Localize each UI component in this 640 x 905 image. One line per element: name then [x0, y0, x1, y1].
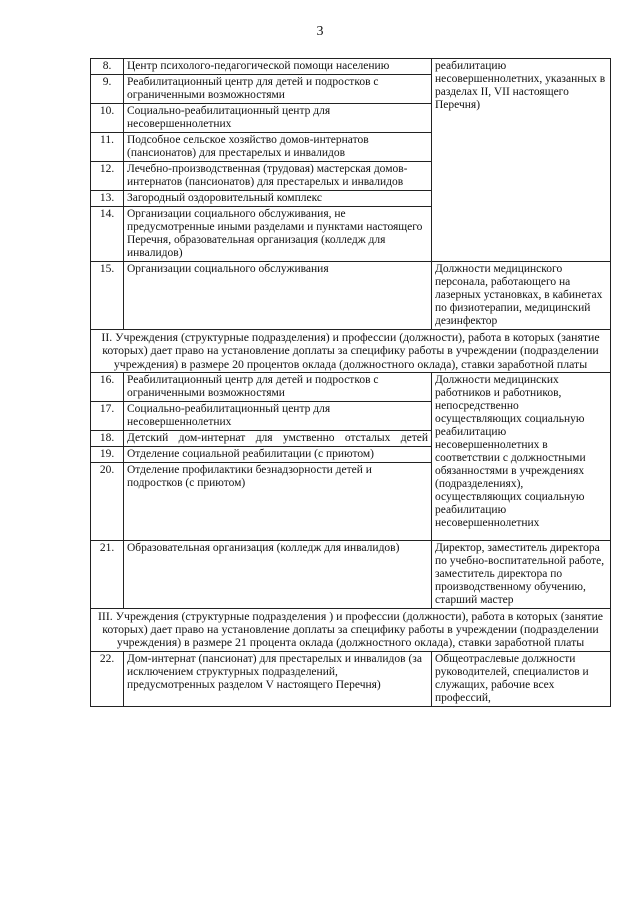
table-row	[91, 651, 611, 706]
positions-cell: реабилитацию несовершеннолетних, указанных в разделах II, VII настоящего Перечня)	[432, 59, 611, 262]
institution-name: Подсобное сельское хозяйство домов-интернатов (пансионатов) для престарелых и инвалидов	[124, 133, 432, 162]
institution-name: Социально-реабилитационный центр для несовершеннолетних	[124, 401, 432, 430]
positions-cell: Директор, заместитель директора по учебно-воспитательной работе, заместитель директора по производственному обучению, старший мастер	[432, 540, 611, 608]
row-number: 16.	[91, 372, 124, 401]
row-number: 14.	[91, 207, 124, 262]
row-number: 17.	[91, 401, 124, 430]
row-number: 8.	[91, 59, 124, 75]
institution-name: Детский дом-интернат для умственно отсталых детей	[124, 430, 432, 446]
institution-name: Реабилитационный центр для детей и подростков с ограниченными возможностями	[124, 372, 432, 401]
row-number: 10.	[91, 104, 124, 133]
positions-cell: Должности медицинских работников и работников, непосредственно осуществляющих социальную реабилитацию несовершеннолетних в соответствии с должностными обязанностями в учреждениях (подразделениях), осуществляющих социальную реабилитацию несовершеннолетних	[432, 372, 611, 540]
institution-name: Организации социального обслуживания, не предусмотренные иными разделами и пунктами настоящего Перечня, образовательная организация (колледж для инвалидов)	[124, 207, 432, 262]
positions-cell: Общеотраслевые должности руководителей, специалистов и служащих, рабочие всех профессий,	[432, 651, 611, 706]
row-number: 21.	[91, 540, 124, 608]
row-number: 13.	[91, 191, 124, 207]
row-number: 11.	[91, 133, 124, 162]
row-number: 9.	[91, 75, 124, 104]
institution-name: Дом-интернат (пансионат) для престарелых и инвалидов (за исключением структурных подразделений, предусмотренных разделом V настоящего Перечня)	[124, 651, 432, 706]
row-number: 12.	[91, 162, 124, 191]
institution-name: Лечебно-производственная (трудовая) мастерская домов-интернатов (пансионатов) для престарелых и инвалидов	[124, 162, 432, 191]
institution-name: Отделение социальной реабилитации (с приютом)	[124, 446, 432, 462]
table-row	[91, 262, 611, 330]
section-title: II. Учреждения (структурные подразделения) и профессии (должности), работа в которых (занятие которых) дает право на установление доплаты за специфику работы в учреждении (подразделении учреждения) в размере 20 процентов оклада (должностного оклада), ставки заработной платы	[91, 330, 611, 373]
section-header-row	[91, 608, 611, 651]
table-row	[91, 540, 611, 608]
positions-cell: Должности медицинского персонала, работающего на лазерных установках, в кабинетах по физиотерапии, медицинский дезинфектор	[432, 262, 611, 330]
institution-name: Организации социального обслуживания	[124, 262, 432, 330]
institution-name: Образовательная организация (колледж для инвалидов)	[124, 540, 432, 608]
row-number: 15.	[91, 262, 124, 330]
institution-name: Отделение профилактики безнадзорности детей и подростков (с приютом)	[124, 462, 432, 540]
institution-name: Центр психолого-педагогической помощи населению	[124, 59, 432, 75]
institution-name: Реабилитационный центр для детей и подростков с ограниченными возможностями	[124, 75, 432, 104]
benefits-table	[90, 58, 611, 707]
table-row	[91, 372, 611, 401]
row-number: 18.	[91, 430, 124, 446]
section-title: III. Учреждения (структурные подразделения ) и профессии (должности), работа в которых (занятие которых) дает право на установление доплаты за специфику работы в учреждении (подразделении учреждения) в размере 21 процента оклада (должностного оклада), ставки заработной платы	[91, 608, 611, 651]
row-number: 19.	[91, 446, 124, 462]
row-number: 22.	[91, 651, 124, 706]
page-number: 3	[316, 24, 324, 39]
row-number: 20.	[91, 462, 124, 540]
institution-name: Социально-реабилитационный центр для несовершеннолетних	[124, 104, 432, 133]
table-row	[91, 59, 611, 75]
institution-name: Загородный оздоровительный комплекс	[124, 191, 432, 207]
section-header-row	[91, 330, 611, 373]
